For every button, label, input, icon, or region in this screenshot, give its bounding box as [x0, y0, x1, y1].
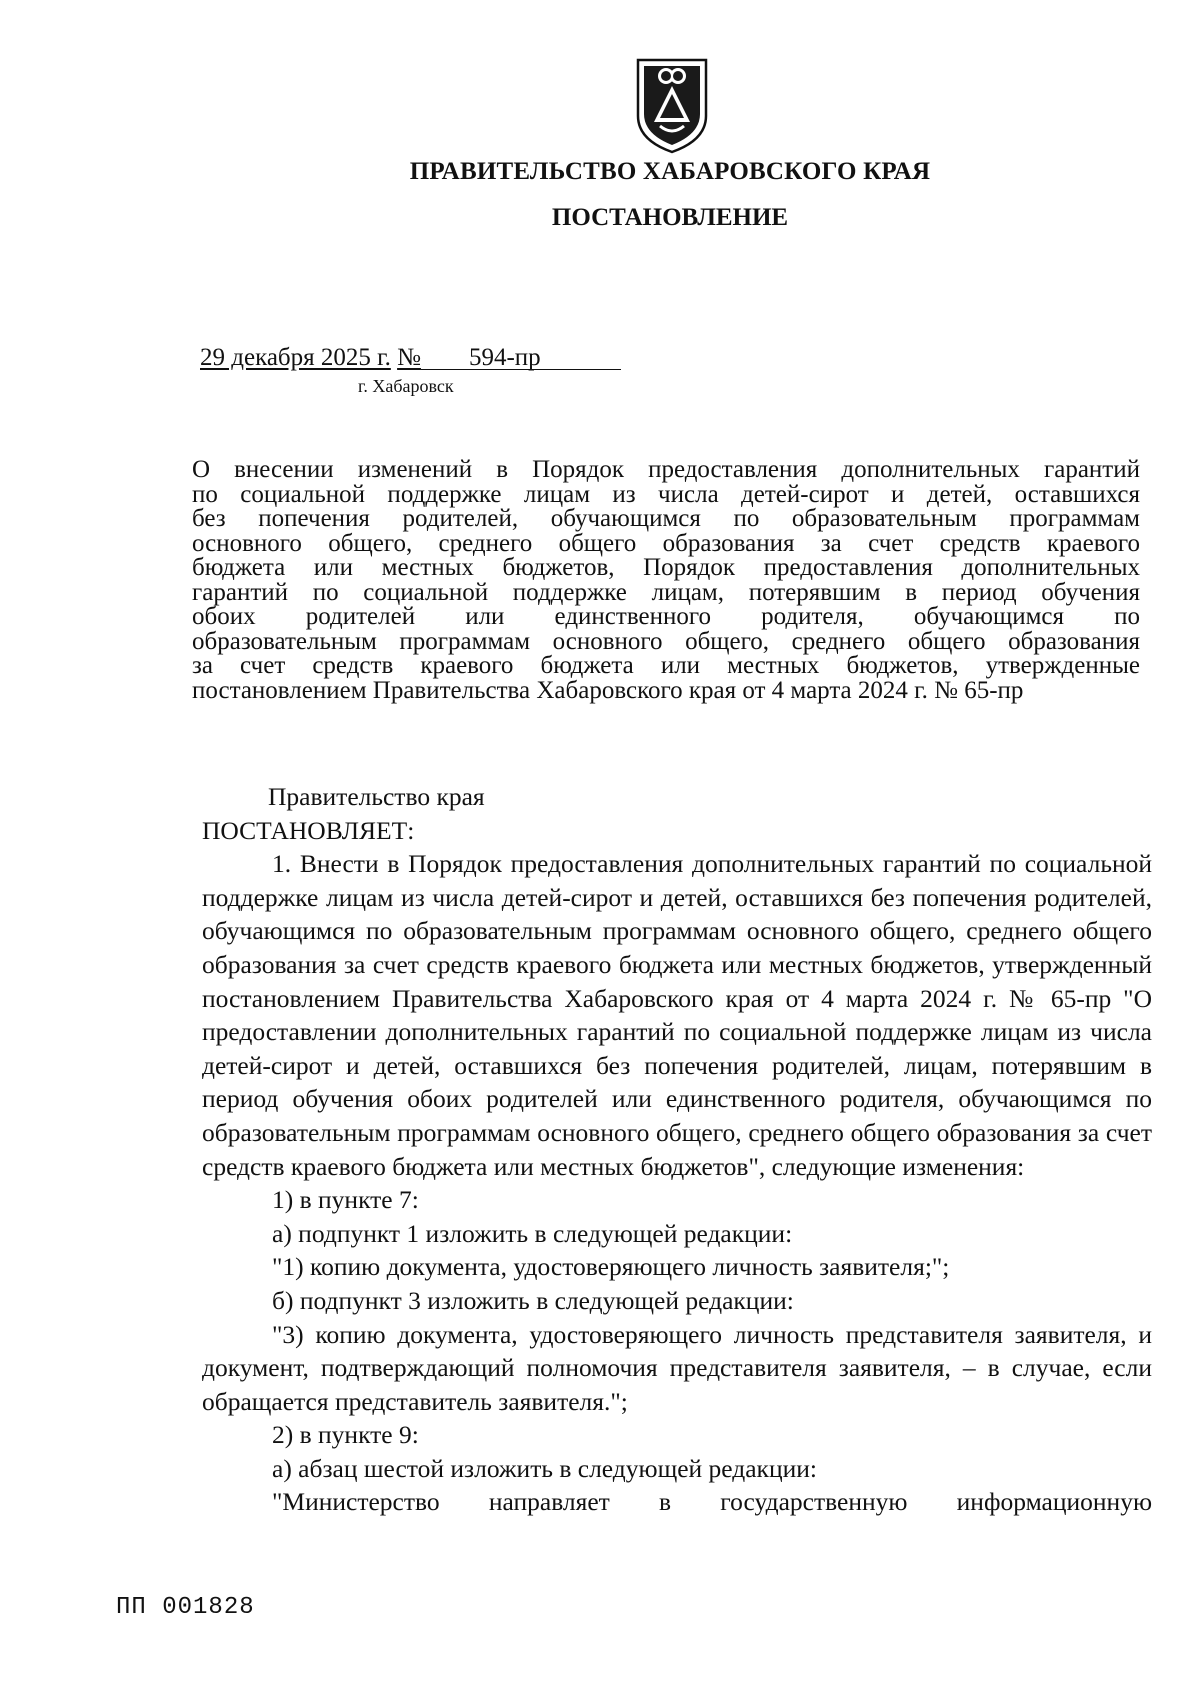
- subject-line: постановлением Правительства Хабаровского края от 4 марта 2024 г. № 65-пр: [192, 676, 1024, 704]
- subject-line: гарантий по социальной поддержке лицам, потерявшим в период обучения: [192, 578, 1140, 606]
- paragraph-1: 1. Внести в Порядок предоставления дополнительных гарантий по социальной поддержке лицам из числа детей-сирот и детей, оставшихся без попечения родителей, обучающимся по образовательным программам основного общего, среднего общего образования за счет средств краевого бюджета или местных бюджетов, утвержденный постановлением Правительства Хабаровского края от 4 марта 2024 г. № 65-пр "О предоставлении дополнительных гарантий по социальной поддержке лицам из числа детей-сирот и детей, оставшихся без попечения родителей, лицам, потерявшим в период обучения обоих родителей или единственного родителя, обучающимся по образовательным программам основного общего, среднего общего образования за счет средств краевого бюджета или местных бюджетов", следующие изменения:: [202, 849, 1152, 1181]
- item-1b: б) подпункт 3 изложить в следующей редакции:: [272, 1285, 794, 1315]
- item-2a: а) абзац шестой изложить в следующей редакции:: [272, 1453, 817, 1483]
- document-type: ПОСТАНОВЛЕНИЕ: [551, 204, 789, 231]
- subject-line: О внесении изменений в Порядок предоставления дополнительных гарантий: [192, 456, 1140, 483]
- form-code: ПП 001828: [116, 1594, 255, 1621]
- subject-line: бюджета или местных бюджетов, Порядок предоставления дополнительных: [192, 554, 1140, 581]
- subject-line: основного общего, среднего общего образования за счет средств краевого: [192, 529, 1140, 557]
- item-1a: а) подпункт 1 изложить в следующей редакции:: [272, 1218, 793, 1248]
- document-date: 29 декабря 2025 г.: [200, 344, 391, 371]
- item-1b-text: "3) копию документа, удостоверяющего личность представителя заявителя, и документ, подтверждающий полномочия представителя заявителя, – в случае, если обращается представитель заявителя.";: [202, 1319, 1152, 1416]
- government-line: Правительство края: [268, 782, 485, 811]
- government-title: ПРАВИТЕЛЬСТВО ХАБАРОВСКОГО КРАЯ: [409, 158, 931, 185]
- document-subject: [192, 458, 1140, 703]
- subject-line: без попечения родителей, обучающимся по образовательным программам: [192, 505, 1140, 532]
- item-2: 2) в пункте 9:: [272, 1420, 419, 1450]
- item-2a-text: "Министерство направляет в государственную информационную: [272, 1487, 1152, 1517]
- subject-line: образовательным программам основного общего, среднего общего образования: [192, 627, 1140, 655]
- subject-line: по социальной поддержке лицам из числа детей-сирот и детей, оставшихся: [192, 480, 1140, 508]
- subject-line: обоих родителей или единственного родителя, обучающимся по: [192, 603, 1140, 630]
- number-label: №: [397, 344, 421, 371]
- city: г. Хабаровск: [358, 376, 454, 396]
- item-1: 1) в пункте 7:: [272, 1185, 419, 1215]
- date-number-line: [200, 344, 621, 372]
- document-body: [202, 780, 1152, 1519]
- resolves-heading: ПОСТАНОВЛЯЕТ:: [202, 815, 415, 845]
- coat-of-arms-icon: [632, 56, 712, 156]
- document-number: 594-пр: [421, 347, 621, 370]
- subject-line: за счет средств краевого бюджета или местных бюджетов, утвержденные: [192, 652, 1140, 679]
- item-1a-text: "1) копию документа, удостоверяющего личность заявителя;";: [272, 1252, 950, 1282]
